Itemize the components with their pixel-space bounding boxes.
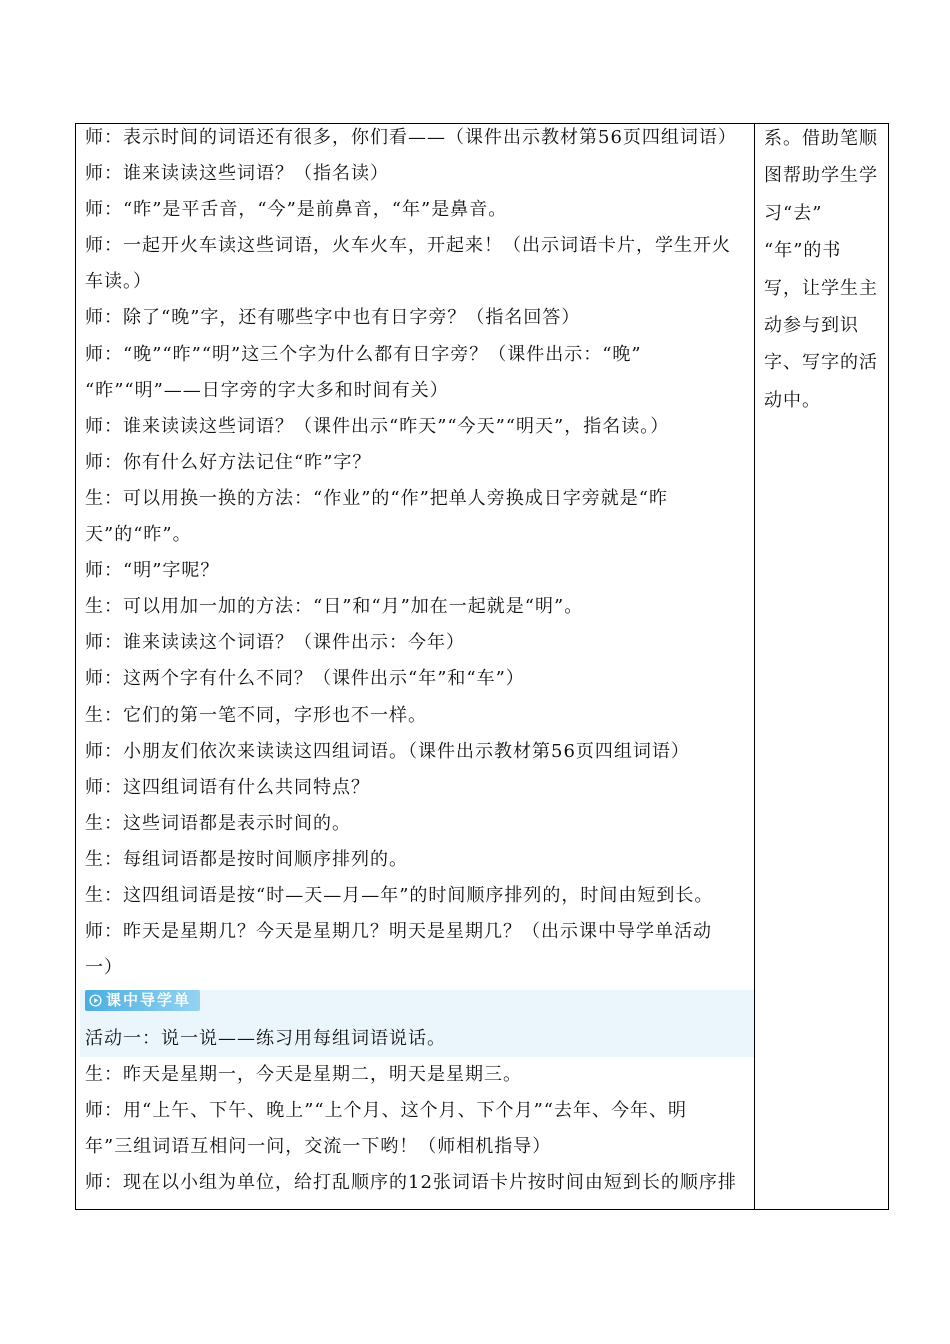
notes-column bbox=[764, 120, 886, 419]
dialogue-column bbox=[85, 120, 745, 1201]
note-line: 习“去” bbox=[764, 202, 823, 224]
dialogue-line: 生：可以用换一换的方法：“作业”的“作”把单人旁换成日字旁就是“昨 bbox=[85, 487, 669, 509]
dialogue-line: 生：可以用加一加的方法：“日”和“月”加在一起就是“明”。 bbox=[85, 596, 584, 618]
activity-text: 活动一：说一说——练习用每组词语说话。 bbox=[85, 1027, 446, 1049]
dialogue-line: 生：这些词语都是表示时间的。 bbox=[85, 812, 351, 834]
dialogue-line: 师：谁来读读这些词语？（课件出示“昨天”“今天”“明天”，指名读。） bbox=[85, 415, 670, 437]
dialogue-line: 生：昨天是星期一，今天是星期二，明天是星期三。 bbox=[85, 1063, 522, 1085]
play-circle-icon bbox=[89, 994, 102, 1007]
dialogue-line: 生：这四组词语是按“时—天—月—年”的时间顺序排列的，时间由短到长。 bbox=[85, 884, 714, 906]
dialogue-line: 师：昨天是星期几？今天是星期几？明天是星期几？（出示课中导学单活动 bbox=[85, 921, 712, 943]
dialogue-line: 师：你有什么好方法记住“昨”字？ bbox=[85, 451, 372, 473]
dialogue-line: 师：除了“晚”字，还有哪些字中也有日字旁？（指名回答） bbox=[85, 307, 581, 329]
dialogue-line: 师：这两个字有什么不同？（课件出示“年”和“车”） bbox=[85, 668, 525, 690]
dialogue-line: 师：谁来读读这个词语？（课件出示：今年） bbox=[85, 632, 465, 654]
note-line: 字、写字的活 bbox=[764, 352, 878, 374]
lesson-table bbox=[75, 123, 889, 1210]
dialogue-line: 师：用“上午、下午、晚上”“上个月、这个月、下个月”“去年、今年、明 bbox=[85, 1099, 688, 1121]
note-line: 图帮助学生学 bbox=[764, 165, 878, 187]
dialogue-line: 师：一起开火车读这些词语，火车火车，开起来！（出示词语卡片，学生开火 bbox=[85, 235, 731, 257]
dialogue-line: 生：它们的第一笔不同，字形也不一样。 bbox=[85, 704, 427, 726]
dialogue-line: 师：这四组词语有什么共同特点？ bbox=[85, 776, 370, 798]
note-line: 系。借助笔顺 bbox=[764, 128, 878, 149]
note-line: “年”的书 bbox=[764, 240, 842, 262]
dialogue-line: 师：小朋友们依次来读读这四组词语。（课件出示教材第56页四组词语） bbox=[85, 740, 690, 762]
badge-label: 课中导学单 bbox=[106, 991, 192, 1010]
note-line: 动参与到识 bbox=[764, 315, 859, 337]
activity-box bbox=[80, 990, 754, 1057]
dialogue-line: 生：每组词语都是按时间顺序排列的。 bbox=[85, 848, 408, 870]
dialogue-line: 师：表示时间的词语还有很多，你们看——（课件出示教材第56页四组词语） bbox=[85, 127, 737, 148]
guide-sheet-badge bbox=[85, 990, 200, 1011]
column-divider bbox=[754, 124, 755, 1209]
dialogue-line: 师：谁来读读这些词语？（指名读） bbox=[85, 163, 389, 185]
dialogue-line: 师：现在以小组为单位，给打乱顺序的12张词语卡片按时间由短到长的顺序排 bbox=[85, 1172, 737, 1194]
dialogue-line: “昨”“明”——日字旁的字大多和时间有关） bbox=[85, 379, 449, 401]
dialogue-line: 天”的“昨”。 bbox=[85, 524, 192, 546]
dialogue-line: 师：“明”字呢？ bbox=[85, 560, 220, 582]
dialogue-line: 车读。） bbox=[85, 271, 152, 293]
note-line: 写，让学生主 bbox=[764, 277, 878, 299]
dialogue-line: 一） bbox=[85, 957, 123, 979]
dialogue-line: 年”三组词语互相问一问，交流一下哟！（师相机指导） bbox=[85, 1136, 552, 1158]
dialogue-line: 师：“昨”是平舌音，“今”是前鼻音，“年”是鼻音。 bbox=[85, 199, 508, 221]
dialogue-line: 师：“晚”“昨”“明”这三个字为什么都有日字旁？（课件出示：“晚” bbox=[85, 343, 642, 365]
note-line: 动中。 bbox=[764, 389, 821, 411]
